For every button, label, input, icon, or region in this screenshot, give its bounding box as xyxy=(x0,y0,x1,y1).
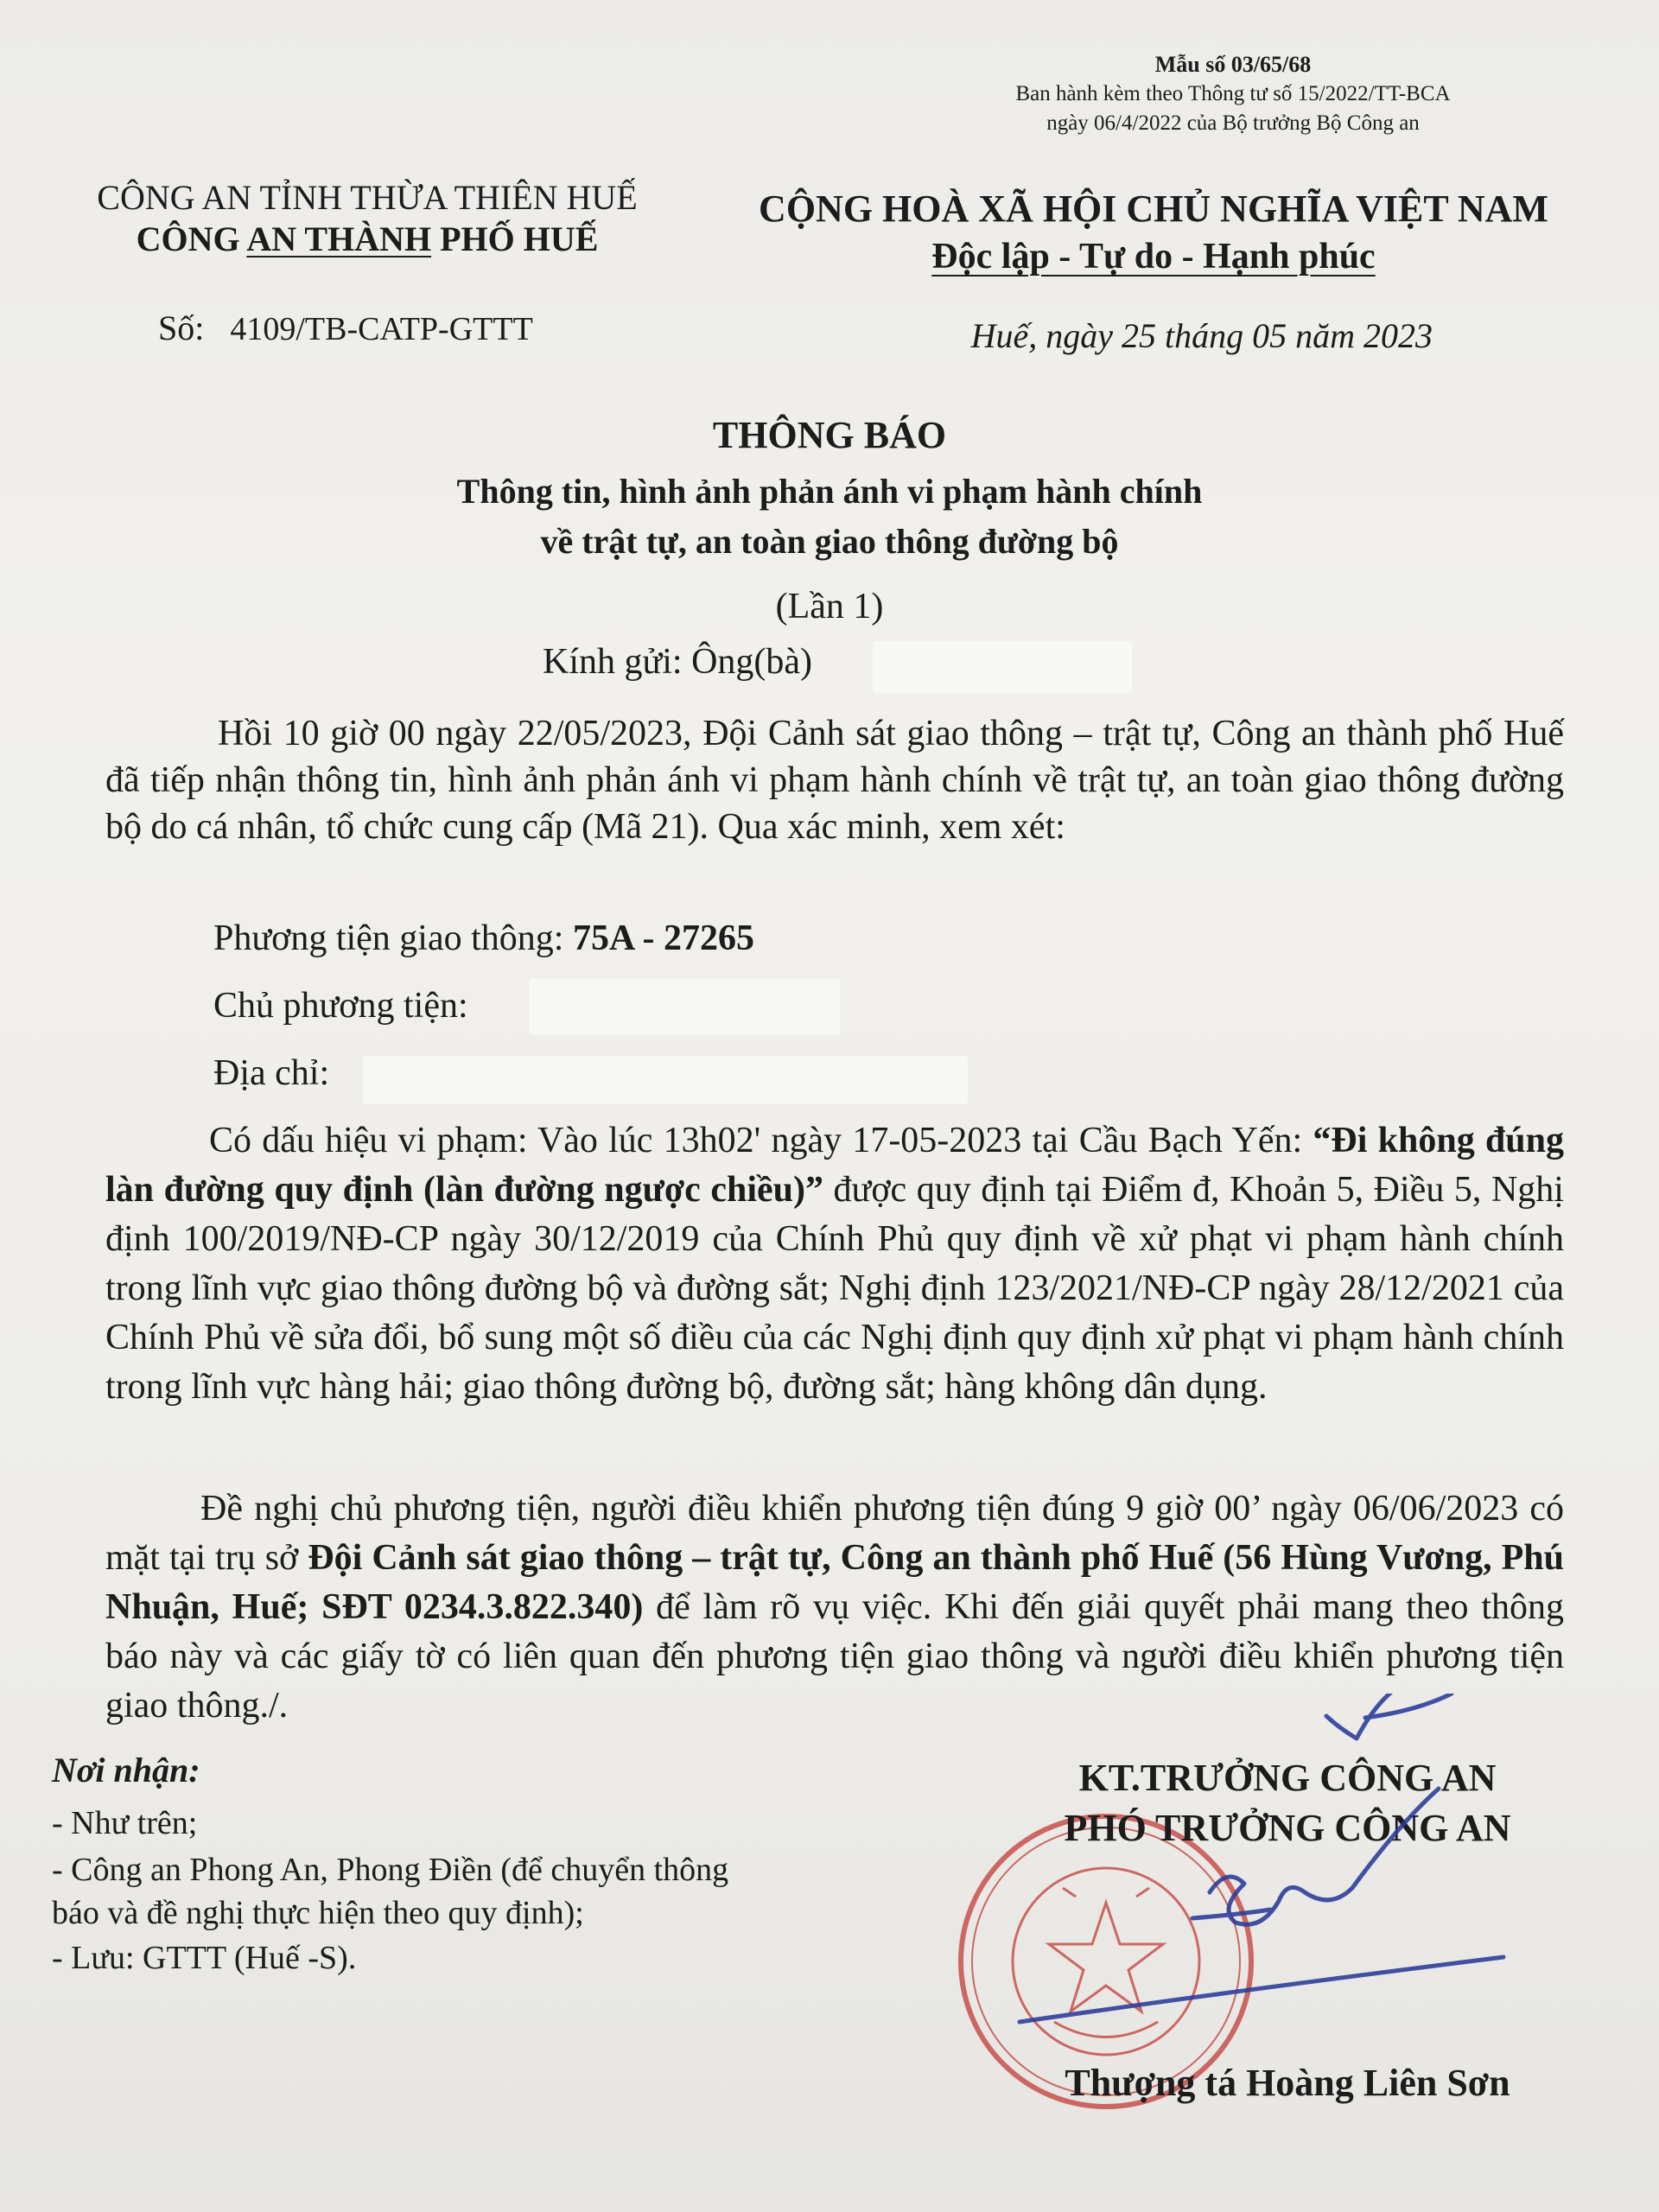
agency-name-underlined: AN THÀNH xyxy=(246,219,432,258)
address-row xyxy=(213,1052,329,1094)
recipient-line xyxy=(543,641,812,683)
recipient-label: Kính gửi: Ông(bà) xyxy=(543,642,813,682)
recipients-heading: Nơi nhận: xyxy=(52,1751,200,1789)
handwritten-signature xyxy=(968,1694,1624,2056)
place-date: Huế, ngày 25 tháng 05 năm 2023 xyxy=(970,316,1433,355)
redacted-address xyxy=(363,1056,968,1104)
agency-name xyxy=(52,219,683,260)
vehicle-plate: 75A - 27265 xyxy=(572,918,754,958)
issue-number: (Lần 1) xyxy=(775,587,884,626)
signature-title-line2: PHÓ TRƯỞNG CÔNG AN xyxy=(1064,1807,1511,1849)
signature-title-line1: KT.TRƯỞNG CÔNG AN xyxy=(1078,1757,1497,1799)
recipients-item: báo và đề nghị thực hiện theo quy định); xyxy=(52,1895,584,1931)
violation-legal-basis: được quy định tại Điểm đ, Khoản 5, Điều 5, Nghị định 100/2019/NĐ-CP ngày 30/12/2019 của Chính Phủ quy định về xử phạt vi phạm hành chính trong lĩnh vực giao thông đường bộ và đường sắt; Nghị định 123/2021/NĐ-CP ngày 28/12/2021 của Chính Phủ về sửa đổi, bổ sung một số điều của các Nghị định quy định xử phạt vi phạm hành chính trong lĩnh vực hàng hải; giao thông đường bộ, đường sắt; hàng không dân dụng. xyxy=(105,1170,1564,1407)
vehicle-row xyxy=(213,918,754,959)
document-title: THÔNG BÁO xyxy=(712,414,947,456)
document-number xyxy=(158,308,533,348)
owner-label: Chủ phương tiện: xyxy=(213,986,468,1026)
address-label: Địa chỉ: xyxy=(213,1053,330,1093)
agency-header xyxy=(52,177,683,260)
paragraph-intro: Hồi 10 giờ 00 ngày 22/05/2023, Đội Cảnh sát giao thông – trật tự, Công an thành phố Huế đã tiếp nhận thông tin, hình ảnh phản ánh vi phạm hành chính về trật tự, an toàn giao thông đường bộ do cá nhân, tổ chức cung cấp (Mã 21). Qua xác minh, xem xét: xyxy=(105,714,1564,847)
owner-row xyxy=(213,985,468,1027)
recipients-item: - Lưu: GTTT (Huế -S). xyxy=(52,1940,357,1976)
form-issued-line1: Ban hành kèm theo Thông tư số 15/2022/TT-BCA xyxy=(1015,82,1451,105)
form-code xyxy=(948,50,1518,138)
state-name: CỘNG HOÀ XÃ HỘI CHỦ NGHĨA VIỆT NAM xyxy=(759,188,1548,230)
request-office: Đội Cảnh sát giao thông – trật tự, Công an thành phố Huế (56 Hùng Vương, Phú Nhuận, Huế; SĐT 0234.3.822.340) xyxy=(105,1538,1565,1627)
vehicle-label: Phương tiện giao thông: xyxy=(213,918,573,958)
agency-name-part: PHỐ HUẾ xyxy=(431,219,599,258)
paragraph-violation xyxy=(105,1116,1564,1412)
redacted-recipient-name xyxy=(873,641,1132,693)
redacted-owner xyxy=(529,979,840,1034)
agency-name-part: CÔNG xyxy=(136,219,247,258)
signatory-name: Thượng tá Hoàng Liên Sơn xyxy=(1065,2062,1510,2104)
document-subtitle-line2: về trật tự, an toàn giao thông đường bộ xyxy=(540,522,1119,561)
violation-description: “Đi không đúng làn đường quy định (làn đường ngược chiều)” xyxy=(105,1121,1564,1210)
state-motto: Độc lập - Tự do - Hạnh phúc xyxy=(931,237,1376,276)
state-header xyxy=(752,186,1555,280)
recipients-item: - Công an Phong An, Phong Điền (để chuyển thông xyxy=(52,1852,729,1888)
document-subtitle-line1: Thông tin, hình ảnh phản ánh vi phạm hành chính xyxy=(456,472,1203,511)
request-text: Đề nghị chủ phương tiện, người điều khiển phương tiện đúng 9 giờ 00’ ngày 06/06/2023 có mặt tại trụ sở xyxy=(105,1489,1564,1578)
agency-parent: CÔNG AN TỈNH THỪA THIÊN HUẾ xyxy=(97,178,638,217)
form-issued-line2: ngày 06/4/2022 của Bộ trưởng Bộ Công an xyxy=(1046,111,1420,135)
recipients-item: - Như trên; xyxy=(52,1805,198,1841)
form-number: Mẫu số 03/65/68 xyxy=(1154,52,1312,77)
violation-text: Có dấu hiệu vi phạm: Vào lúc 13h02' ngày 17-05-2023 tại Cầu Bạch Yến: xyxy=(209,1121,1313,1160)
document-number-value: 4109/TB-CATP-GTTT xyxy=(230,311,533,347)
document-number-label: Số: xyxy=(158,308,205,347)
request-instructions: để làm rõ vụ việc. Khi đến giải quyết phải mang theo thông báo này và các giấy tờ có liên quan đến phương tiện giao thông và người điều khiển phương tiện giao thông./. xyxy=(105,1587,1564,1726)
